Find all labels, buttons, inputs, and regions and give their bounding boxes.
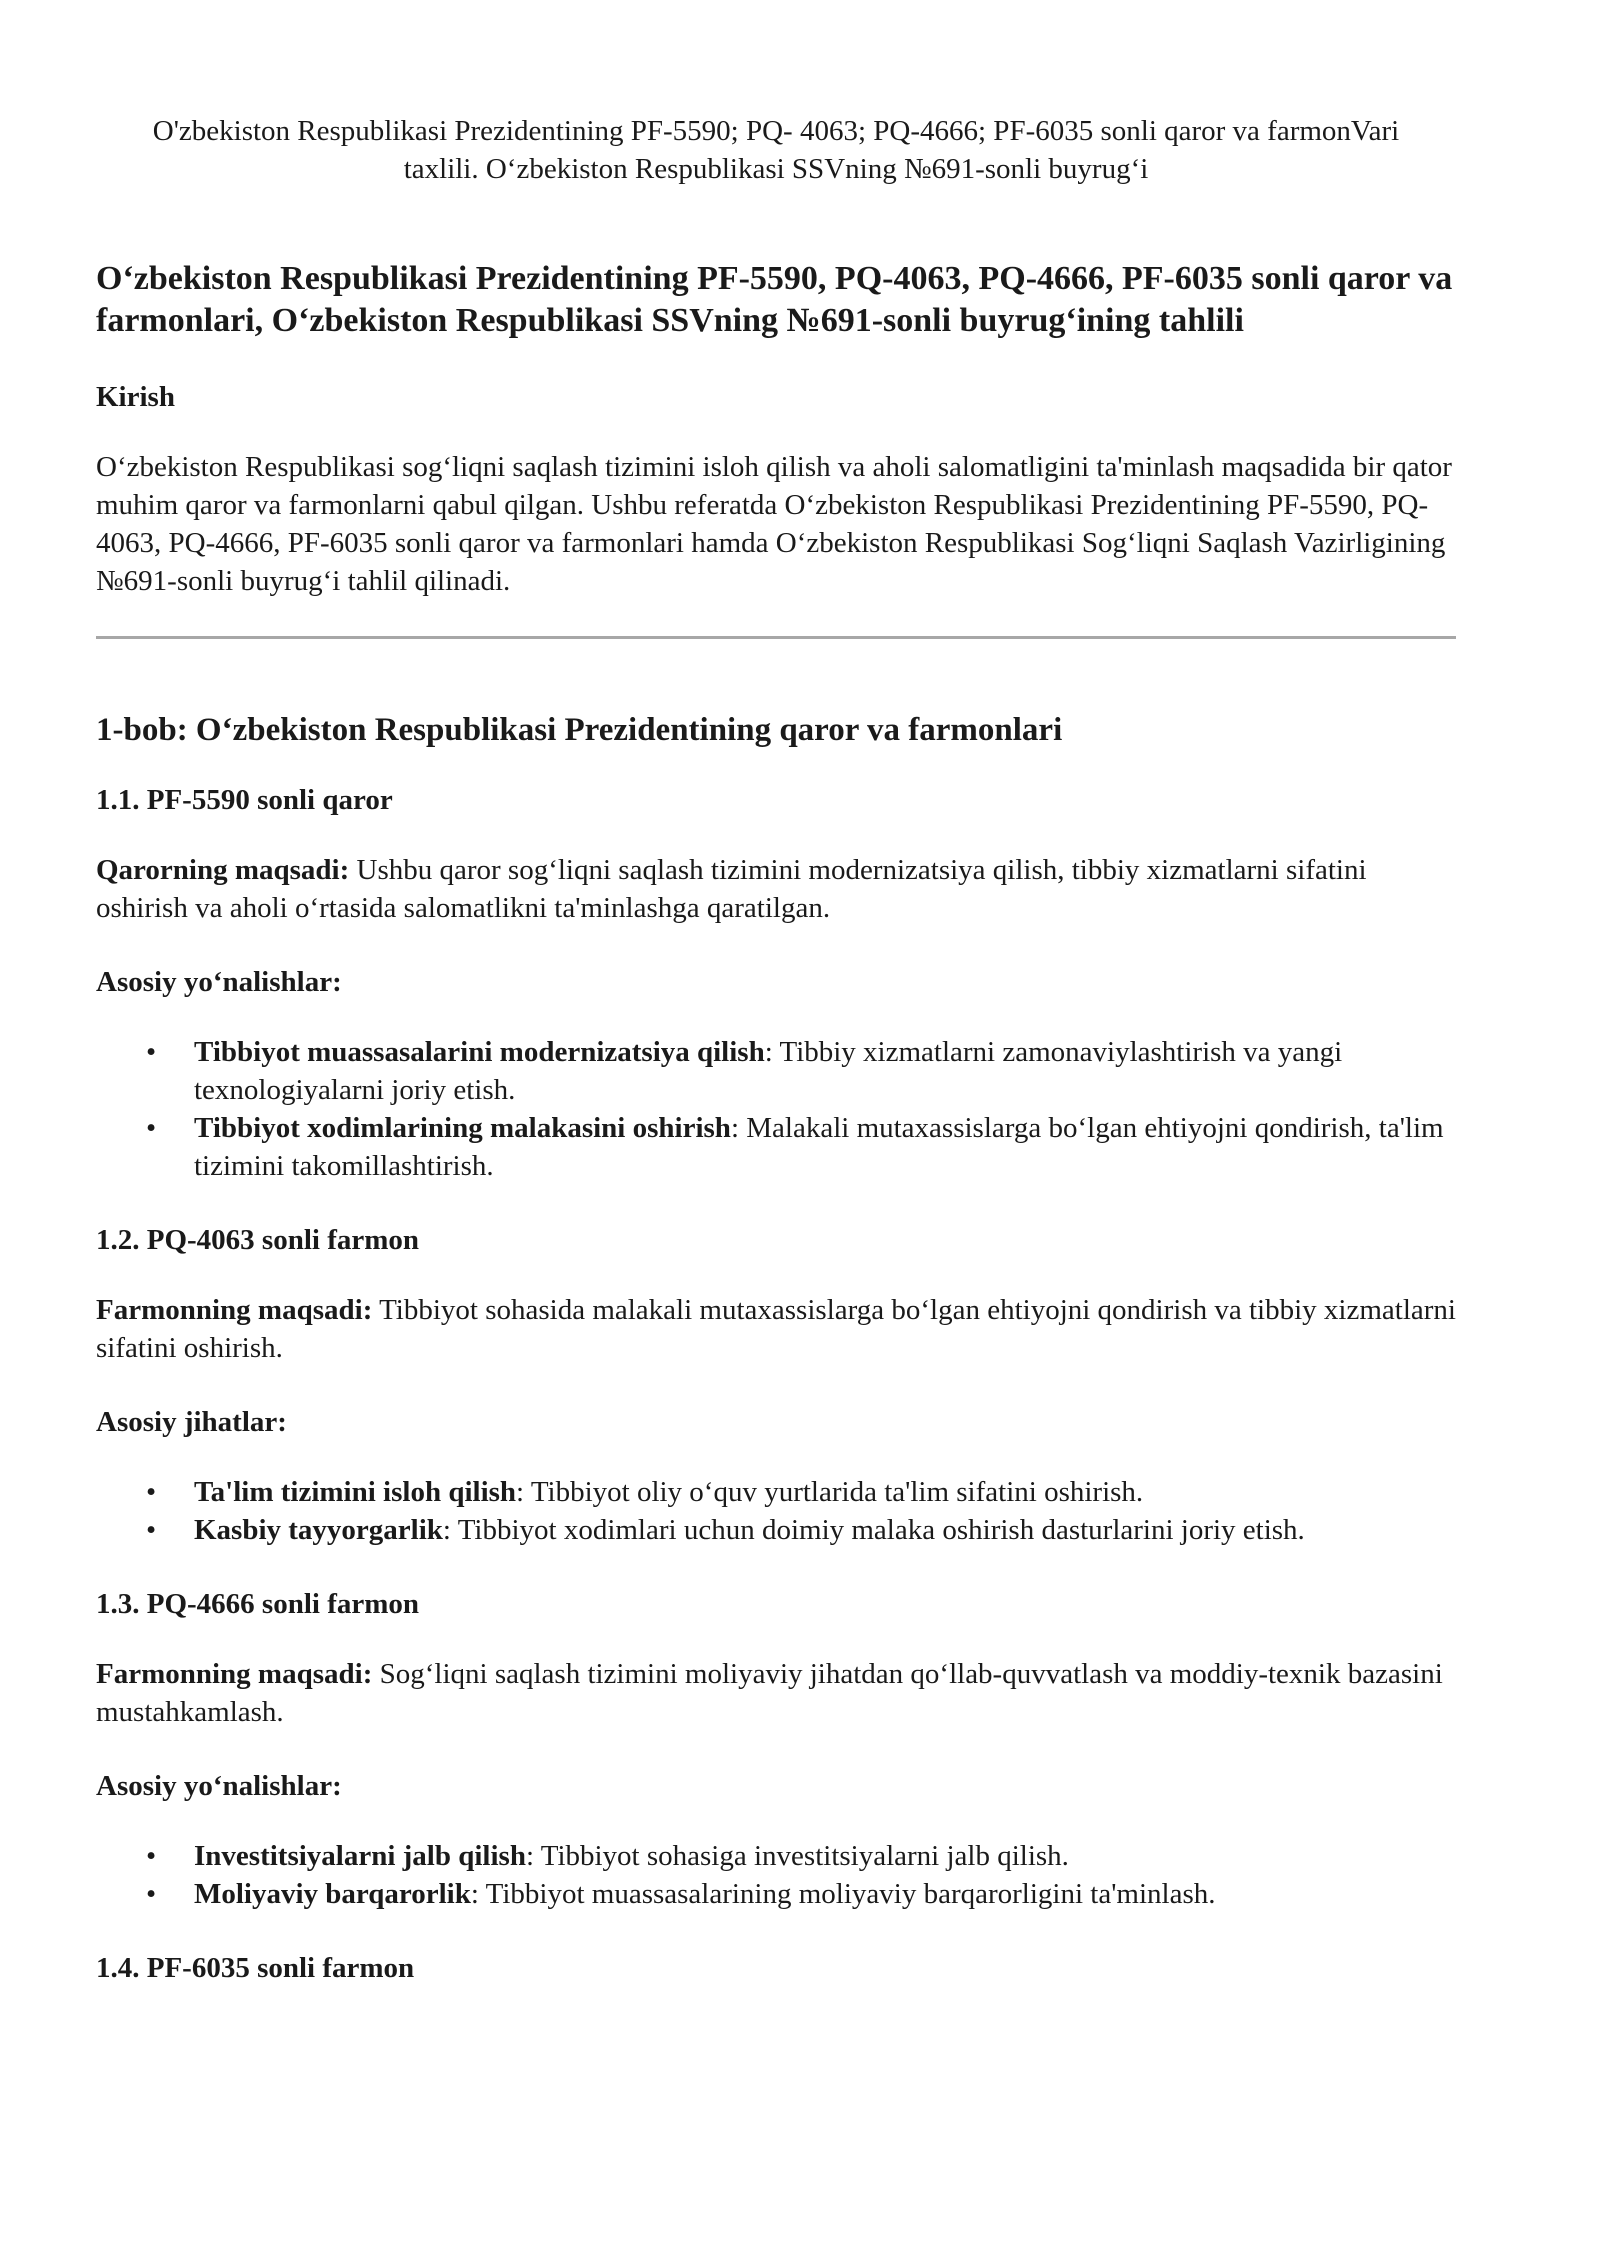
list-item-text: : Malakali mutaxassislarga bo‘lgan ehtiyojni qondirish, ta'lim tizimini takomillashtirish. (194, 1112, 1444, 1182)
list-item (146, 1109, 1456, 1185)
purpose-text: Sog‘liqni saqlash tizimini moliyaviy jihatdan qo‘llab-quvvatlash va moddiy-texnik bazasini mustahkamlash. (96, 1658, 1443, 1728)
chapter-1-heading: 1-bob: O‘zbekiston Respublikasi Prezidentining qaror va farmonlari (96, 712, 1063, 748)
list-item (146, 1473, 1456, 1511)
section-1-2-list (96, 1473, 1456, 1549)
section-1-1-purpose (96, 851, 1456, 927)
list-item (146, 1033, 1456, 1109)
list-item-label: Tibbiyot muassasalarini modernizatsiya qilish (194, 1036, 765, 1068)
bullet-icon: • (146, 1112, 157, 1144)
document-header-title: O'zbekiston Respublikasi Prezidentining PF-5590; PQ- 4063; PQ-4666; PF-6035 sonli qaror va farmonVari taxlili. O‘zbekiston Respublikasi SSVning №691-sonli buyrug‘i (152, 115, 1400, 185)
list-item-text: : Tibbiyot xodimlari uchun doimiy malaka oshirish dasturlarini joriy etish. (442, 1514, 1305, 1546)
horizontal-divider (96, 636, 1456, 639)
list-item-text: : Tibbiyot muassasalarining moliyaviy barqarorligini ta'minlash. (470, 1878, 1216, 1910)
purpose-label: Qarorning maqsadi: (96, 854, 350, 886)
section-1-1-heading: 1.1. PF-5590 sonli qaror (96, 784, 393, 816)
bullet-icon: • (146, 1878, 157, 1910)
purpose-label: Farmonning maqsadi: (96, 1658, 373, 1690)
purpose-label: Farmonning maqsadi: (96, 1294, 373, 1326)
purpose-text: Ushbu qaror sog‘liqni saqlash tizimini modernizatsiya qilish, tibbiy xizmatlarni sifatini oshirish va aholi o‘rtasida salomatlikni ta'minlashga qaratilgan. (96, 854, 1367, 924)
section-1-1-list (96, 1033, 1456, 1185)
list-item-label: Tibbiyot xodimlarining malakasini oshirish (194, 1112, 731, 1144)
list-item-text: : Tibbiy xizmatlarni zamonaviylashtirish va yangi texnologiyalarni joriy etish. (194, 1036, 1343, 1106)
section-1-2-heading: 1.2. PQ-4063 sonli farmon (96, 1224, 420, 1256)
section-1-3-list (96, 1837, 1456, 1913)
list-item (146, 1511, 1456, 1549)
intro-paragraph: O‘zbekiston Respublikasi sog‘liqni saqlash tizimini isloh qilish va aholi salomatligini ta'minlash maqsadida bir qator muhim qaror va farmonlarni qabul qilgan. Ushbu referatda O‘zbekiston Respublikasi Prezidentining PF-5590, PQ-4063, PQ-4666, PF-6035 sonli qaror va farmonlari hamda O‘zbekiston Respublikasi Sog‘liqni Saqlash Vazirligining №691-sonli buyrug‘i tahlil qilinadi. (96, 451, 1452, 597)
bullet-icon: • (146, 1840, 157, 1872)
list-item (146, 1875, 1456, 1913)
section-1-4-heading: 1.4. PF-6035 sonli farmon (96, 1952, 415, 1984)
document-page (96, 112, 1456, 2019)
bullet-icon: • (146, 1514, 157, 1546)
section-1-3-list-heading: Asosiy yo‘nalishlar: (96, 1770, 342, 1802)
intro-heading: Kirish (96, 381, 175, 413)
section-1-3-heading: 1.3. PQ-4666 sonli farmon (96, 1588, 420, 1620)
list-item-label: Moliyaviy barqarorlik (194, 1878, 471, 1910)
main-title: O‘zbekiston Respublikasi Prezidentining PF-5590, PQ-4063, PQ-4666, PF-6035 sonli qaror va farmonlari, O‘zbekiston Respublikasi SSVning №691-sonli buyrug‘ining tahlili (96, 260, 1453, 339)
list-item-text: : Tibbiyot sohasiga investitsiyalarni jalb qilish. (525, 1840, 1069, 1872)
bullet-icon: • (146, 1476, 157, 1508)
section-1-3-purpose (96, 1655, 1456, 1731)
list-item (146, 1837, 1456, 1875)
bullet-icon: • (146, 1036, 157, 1068)
list-item-label: Investitsiyalarni jalb qilish (194, 1840, 526, 1872)
section-1-1-list-heading: Asosiy yo‘nalishlar: (96, 966, 342, 998)
list-item-label: Ta'lim tizimini isloh qilish (194, 1476, 517, 1508)
section-1-2-list-heading: Asosiy jihatlar: (96, 1406, 287, 1438)
section-1-2-purpose (96, 1291, 1456, 1367)
list-item-text: : Tibbiyot oliy o‘quv yurtlarida ta'lim sifatini oshirish. (516, 1476, 1144, 1508)
purpose-text: Tibbiyot sohasida malakali mutaxassislarga bo‘lgan ehtiyojni qondirish va tibbiy xizmatlarni sifatini oshirish. (96, 1294, 1456, 1364)
list-item-label: Kasbiy tayyorgarlik (194, 1514, 443, 1546)
